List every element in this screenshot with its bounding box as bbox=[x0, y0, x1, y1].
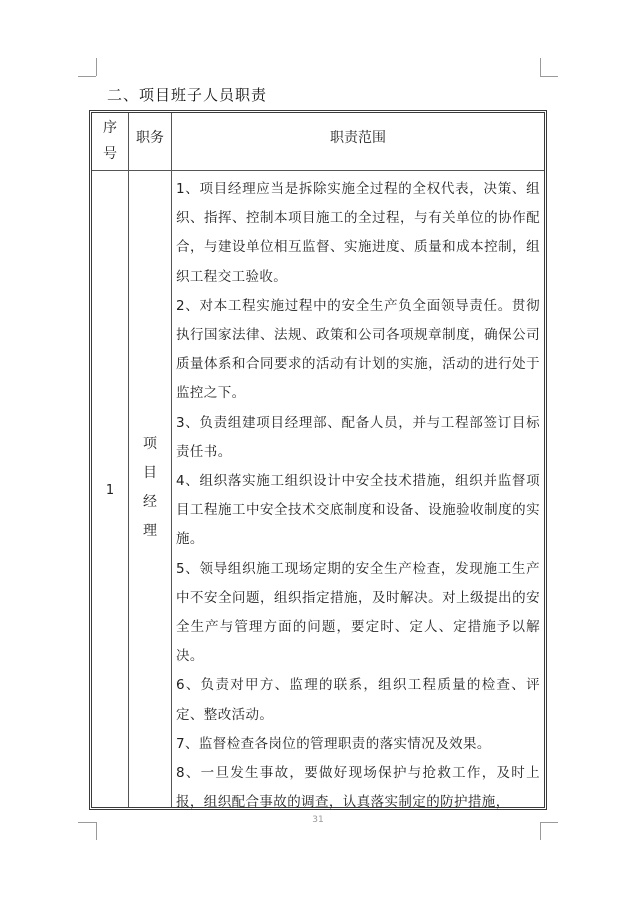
row-role bbox=[129, 430, 171, 546]
row-role-char: 理 bbox=[143, 523, 157, 539]
duty-item: 5、领导组织施工现场定期的安全生产检查，发现施工生产中不安全问题，组织指定措施，及时解决。对上级提出的安全生产与管理方面的问题，要定时、定人、定措施予以解决。 bbox=[176, 560, 540, 665]
duty-item: 4、组织落实施工组织设计中安全技术措施，组织并监督项目工程施工中安全技术交底制度和设备、设施验收制度的实施。 bbox=[176, 473, 540, 548]
crop-mark bbox=[540, 58, 541, 76]
crop-mark bbox=[540, 76, 558, 77]
duty-item: 6、负责对甲方、监理的联系，组织工程质量的检查、评定、整改活动。 bbox=[176, 677, 540, 723]
duty-item: 7、监督检查各岗位的管理职责的落实情况及效果。 bbox=[176, 735, 491, 752]
header-divider bbox=[92, 170, 544, 171]
duty-item: 2、对本工程实施过程中的安全生产负全面领导责任。贯彻执行国家法律、法规、政策和公司各项规章制度，确保公司质量体系和合同要求的活动有计划的实施，活动的进行处于监控之下。 bbox=[176, 297, 540, 402]
duty-item: 8、一旦发生事故，要做好现场保护与抢救工作，及时上报，组织配合事故的调查，认真落实制定的防护措施， bbox=[176, 765, 540, 811]
row-role-char: 项 bbox=[143, 436, 157, 452]
page-number: 31 bbox=[312, 815, 324, 825]
crop-mark bbox=[78, 76, 96, 77]
header-seq-char: 号 bbox=[103, 146, 117, 162]
row-seq: 1 bbox=[105, 483, 115, 498]
header-scope: 职责范围 bbox=[330, 130, 386, 146]
duty-item: 1、项目经理应当是拆除实施全过程的全权代表，决策、组织、指挥、控制本项目施工的全过程，与有关单位的协作配合，与建设单位相互监督、实施进度、质量和成本控制，组织工程交工验收。 bbox=[176, 181, 540, 285]
section-title: 二、项目班子人员职责 bbox=[107, 86, 268, 104]
header-role: 职务 bbox=[136, 130, 164, 146]
header-seq-char: 序 bbox=[103, 120, 117, 136]
row-role-char: 目 bbox=[143, 465, 157, 481]
duty-item: 3、负责组建项目经理部、配备人员，并与工程部签订目标责任书。 bbox=[176, 414, 540, 460]
header-seq bbox=[92, 115, 128, 167]
duties-content bbox=[176, 175, 540, 817]
duties-table bbox=[89, 110, 547, 810]
column-divider bbox=[171, 113, 172, 807]
row-role-char: 经 bbox=[143, 494, 157, 510]
crop-mark bbox=[96, 58, 97, 76]
